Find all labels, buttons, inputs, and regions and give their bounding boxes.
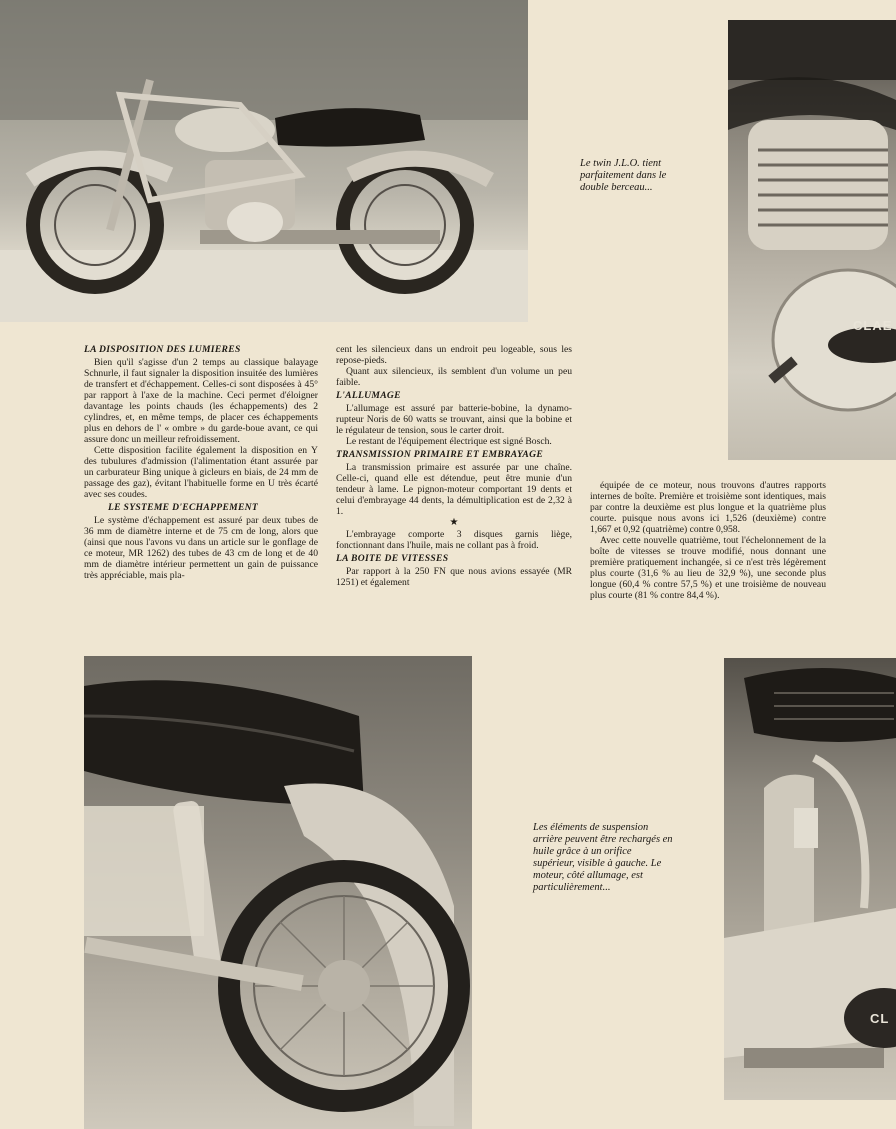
rear-suspension-illustration <box>84 656 472 1129</box>
caption-engine <box>580 158 680 194</box>
paragraph: Quant aux silencieux, ils semblent d'un volume un peu faible. <box>336 366 572 388</box>
caption-engine-text: Le twin J.L.O. tient parfaitement dans le double berceau... <box>580 158 667 193</box>
text-column-3 <box>590 480 826 601</box>
text-column-2 <box>336 344 572 588</box>
heading-lumieres: LA DISPOSITION DES LUMIERES <box>84 344 241 355</box>
engine-ignition-illustration <box>724 658 896 1100</box>
text-column-1 <box>84 342 318 581</box>
paragraph: Avec cette nouvelle quatrième, tout l'échelonnement de la boîte de vitesses se trouve modifié, nous donnant une première pratiquement inchangée, si ce n'est très légèrement plus courte (31,6 % au lieu de 32,9 %), une seconde plus longue (60,4 % contre 57,5 %) et une troisième de nouveau plus courte (81 % contre 84,4 %). <box>590 535 826 601</box>
paragraph: La transmission primaire est assurée par une chaîne. Celle-ci, quand elle est détendue, peut être munie d'un tendeur à lame. Le pignon-moteur comportant 19 dents et celui d'embrayage 44 dents, la démultiplication est de 2,32 à 1. <box>336 462 572 517</box>
heading-echappement: LE SYSTEME D'ECHAPPEMENT <box>108 502 259 513</box>
photo-motorcycle-side <box>0 0 528 322</box>
caption-suspension <box>533 822 673 894</box>
caption-suspension-text: Les éléments de suspension arrière peuvent être rechargés en huile grâce à un orifice supérieur, visible à gauche. Le moteur, côté allumage, est particulièrement... <box>533 822 673 893</box>
motorcycle-side-illustration <box>0 0 528 322</box>
heading-boite: LA BOITE DE VITESSES <box>336 553 449 564</box>
paragraph: L'allumage est assuré par batterie-bobine, la dynamo-rupteur Noris de 60 watts se trouvant, ainsi que la bobine et le régulateur de tension, sous le carter droit. <box>336 403 572 436</box>
paragraph: Cette disposition facilite également la disposition en Y des tubulures d'admission (l'alimentation étant assurée par un carburateur Bing unique à gicleurs en biais, de 24 mm de passage des gaz), évitant l'habituelle forme en U très écarté avec ses coudes. <box>84 445 318 500</box>
photo-rear-suspension <box>84 656 472 1129</box>
star-separator: ★ <box>449 517 459 528</box>
paragraph: Par rapport à la 250 FN que nous avions essayée (MR 1251) et également <box>336 566 572 588</box>
paragraph: Bien qu'il s'agisse d'un 2 temps au classique balayage Schnurle, il faut signaler la disposition insuitée des lumières de transfert et d'échappement. Celles-ci sont disposées à 45° par rapport à l'axe de la machine. Ceci permet d'éloigner davantage les points chauds (les échappements) des 2 cylindres, et, en même temps, de placer ces échappements plus en dehors de l' « ombre » du garde-boue avant, ce qui assure donc un meilleur refroidissement. <box>84 357 318 445</box>
paragraph: équipée de ce moteur, nous trouvons d'autres rapports internes de boîte. Première et troisième sont identiques, mais par contre la deuxième est plus longue et la quatrième plus courte. puisque nous avons ici 1,526 (deuxième) contre 1,667 et 0,92 (quatrième) contre 0,958. <box>590 480 826 535</box>
paragraph: cent les silencieux dans un endroit peu logeable, sous les repose-pieds. <box>336 344 572 366</box>
photo-engine-ignition-side <box>724 658 896 1100</box>
paragraph: L'embrayage comporte 3 disques garnis liège, fonctionnant dans l'huile, mais ne collant pas à froid. <box>336 529 572 551</box>
heading-transmission: TRANSMISSION PRIMAIRE ET EMBRAYAGE <box>336 449 544 460</box>
photo-engine-twin <box>728 20 896 460</box>
engine-twin-illustration <box>728 20 896 460</box>
engine-badge-text: CLAE <box>853 318 893 333</box>
engine-badge-text: CL <box>870 1011 890 1026</box>
paragraph: Le restant de l'équipement électrique est signé Bosch. <box>346 436 552 447</box>
paragraph: Le système d'échappement est assuré par deux tubes de 36 mm de diamètre interne et de 75 cm de long, alors que (ainsi que nous l'avons vu dans un article sur le gonflage de ce moteur, MR 1262) des tubes de 43 cm de long et de 40 mm de diamètre intérieur permettent un gain de puissance très appréciable, mais pla- <box>84 515 318 581</box>
heading-allumage: L'ALLUMAGE <box>336 390 401 401</box>
